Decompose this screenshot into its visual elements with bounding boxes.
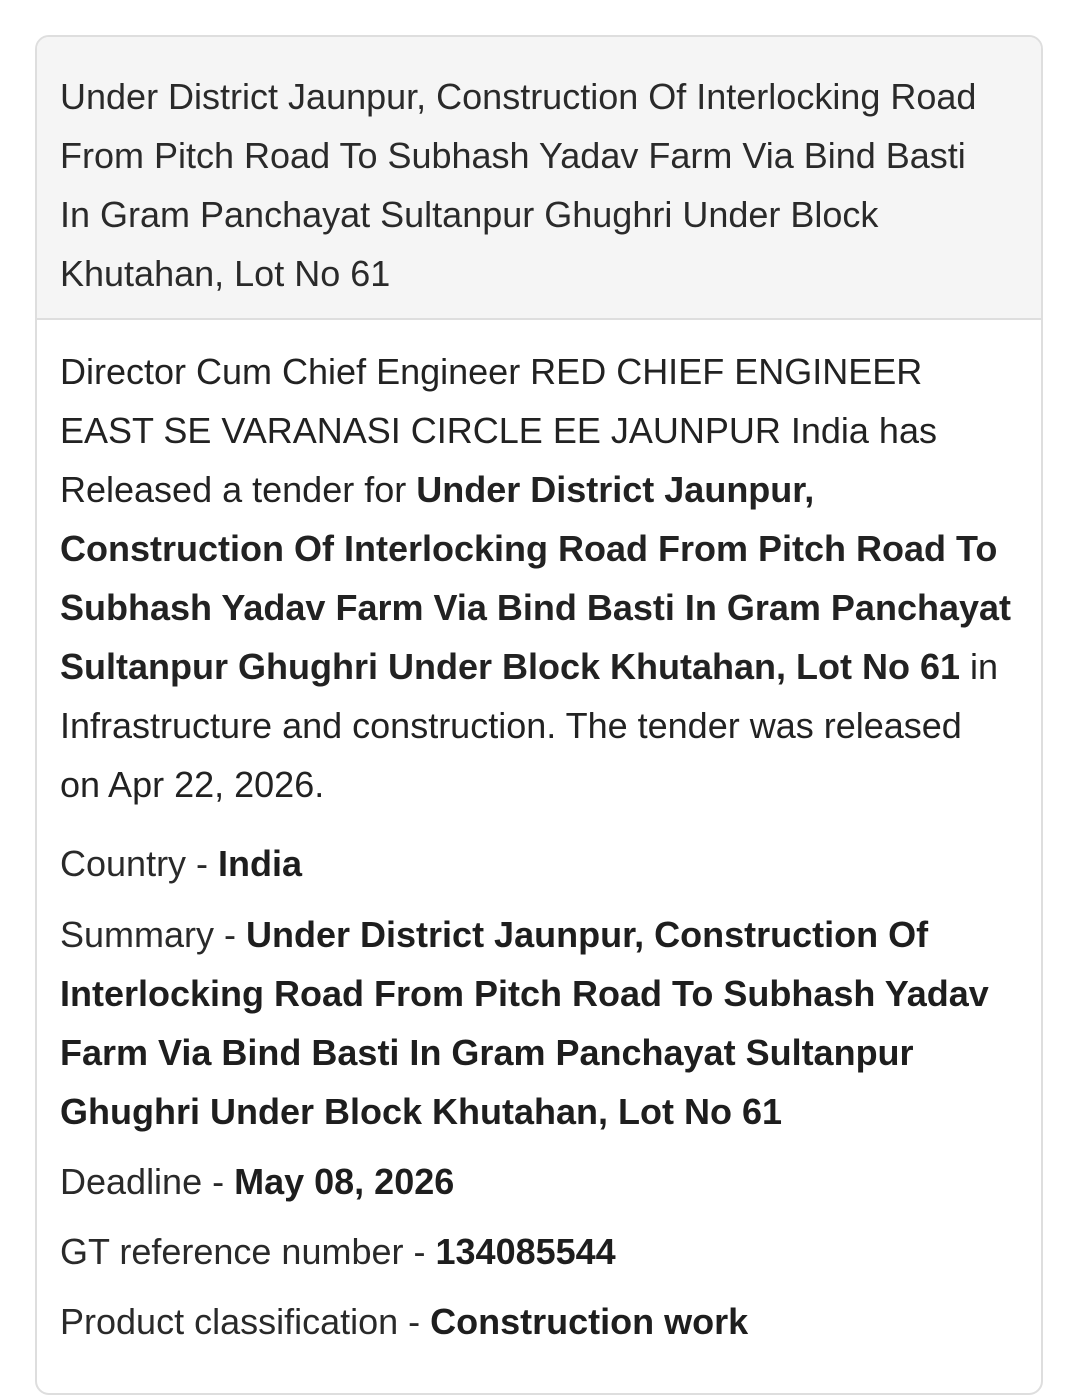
- country-label: Country -: [60, 843, 219, 884]
- description-tender-title: Under District Jaunpur, Construction Of Interlocking Road From Pitch Road To Subhash Yadav Farm Via Bind Basti In Gram Panchayat Sultanpur Ghughri Under Block Khutahan, Lot No 61: [60, 469, 1012, 687]
- product-classification-value: Construction work: [430, 1301, 749, 1342]
- summary-label: Summary -: [60, 914, 247, 955]
- country-field: [60, 834, 1011, 893]
- tender-card-header: [37, 37, 1041, 320]
- deadline-field: [60, 1152, 1011, 1211]
- tender-card-body: [37, 320, 1041, 1351]
- gt-reference-label: GT reference number -: [60, 1231, 436, 1272]
- summary-value: Under District Jaunpur, Construction Of Interlocking Road From Pitch Road To Subhash Yadav Farm Via Bind Basti In Gram Panchayat Sultanpur Ghughri Under Block Khutahan, Lot No 61: [60, 914, 989, 1132]
- description-issuer: Director Cum Chief Engineer RED CHIEF ENGINEER EAST SE VARANASI CIRCLE EE JAUNPUR India has Released a tender for: [60, 351, 937, 510]
- product-classification-field: [60, 1292, 1011, 1351]
- deadline-label: Deadline -: [60, 1161, 235, 1202]
- tender-description: [60, 342, 1011, 814]
- gt-reference-value: 134085544: [435, 1231, 616, 1272]
- gt-reference-field: [60, 1222, 1011, 1281]
- product-classification-label: Product classification -: [60, 1301, 431, 1342]
- tender-title: Under District Jaunpur, Construction Of Interlocking Road From Pitch Road To Subhash Yadav Farm Via Bind Basti In Gram Panchayat Sultanpur Ghughri Under Block Khutahan, Lot No 61: [60, 76, 977, 294]
- summary-field: [60, 905, 1011, 1141]
- tender-card: [35, 35, 1043, 1395]
- deadline-value: May 08, 2026: [234, 1161, 455, 1202]
- country-value: India: [218, 843, 303, 884]
- description-tail: in Infrastructure and construction. The tender was released on Apr 22, 2026.: [60, 646, 999, 805]
